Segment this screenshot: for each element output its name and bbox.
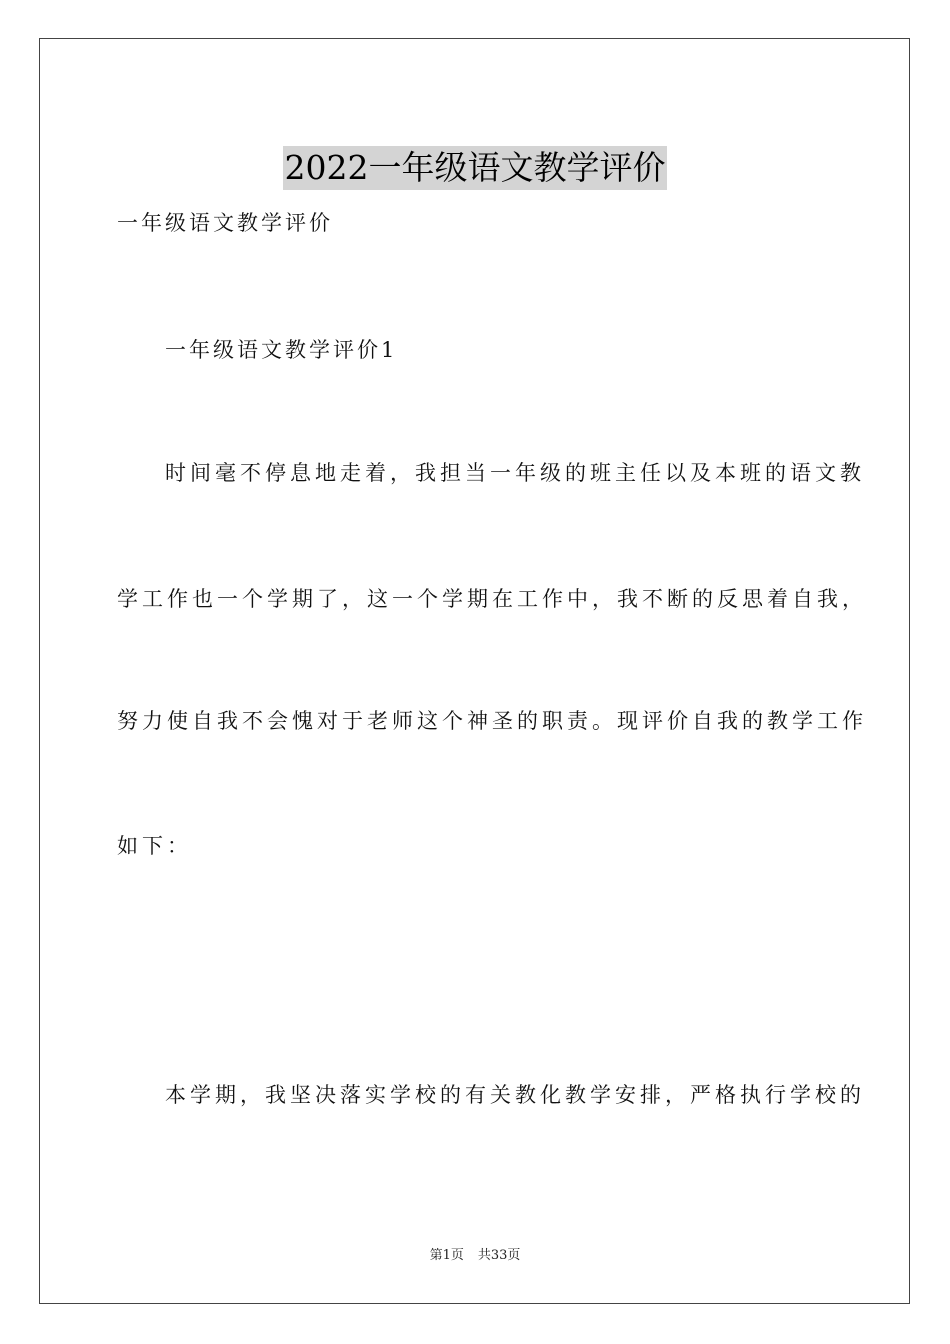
paragraph-2-line-1: 本学期，我坚决落实学校的有关教化教学安排，严格执行学校的 xyxy=(165,1083,865,1107)
paragraph-1-line-1: 时间毫不停息地走着，我担当一年级的班主任以及本班的语文教 xyxy=(165,461,865,485)
paragraph-1-line-2: 学工作也一个学期了，这一个学期在工作中，我不断的反思着自我， xyxy=(117,587,867,611)
page-number: 第1页 xyxy=(429,1248,464,1263)
section-heading: 一年级语文教学评价1 xyxy=(165,338,398,362)
paragraph-1-line-4: 如下： xyxy=(117,834,192,858)
title-container xyxy=(0,124,950,212)
page-footer xyxy=(0,1247,950,1265)
paragraph-1-line-3: 努力使自我不会愧对于老师这个神圣的职责。现评价自我的教学工作 xyxy=(117,709,867,733)
document-subtitle: 一年级语文教学评价 xyxy=(117,211,333,235)
page-total: 共33页 xyxy=(477,1248,521,1263)
document-title: 2022一年级语文教学评价 xyxy=(283,146,668,190)
